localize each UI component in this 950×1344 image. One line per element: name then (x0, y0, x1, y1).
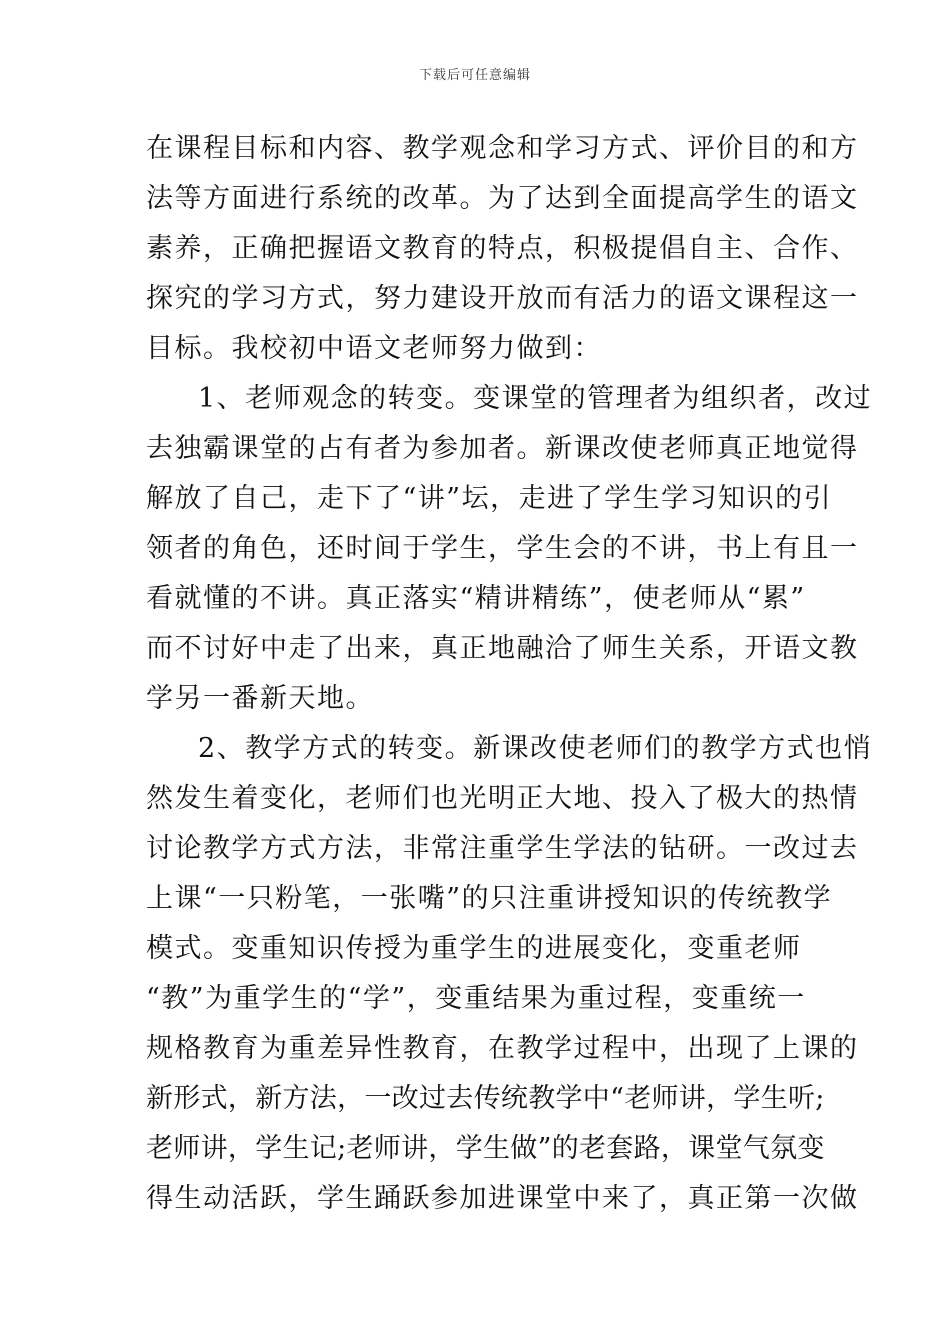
text-line: 然发生着变化，老师们也光明正大地、投入了极大的热情 (146, 783, 859, 814)
text-line: 在课程目标和内容、教学观念和学习方式、评价目的和方 (146, 133, 859, 164)
text-line: 看就懂的不讲。真正落实“精讲精练”，使老师从“累” (146, 583, 806, 614)
text-line: 领者的角色，还时间于学生，学生会的不讲，书上有且一 (146, 533, 859, 564)
document-body (146, 124, 873, 1224)
text-line: 素养，正确把握语文教育的特点，积极提倡自主、合作、 (146, 233, 859, 264)
text-line: 得生动活跃，学生踊跃参加进课堂中来了，真正第一次做 (146, 1183, 859, 1214)
text-line: “教”为重学生的“学”，变重结果为重过程，变重统一 (146, 983, 806, 1014)
text-line: 去独霸课堂的占有者为参加者。新课改使老师真正地觉得 (146, 433, 859, 464)
text-line: 法等方面进行系统的改革。为了达到全面提高学生的语文 (146, 183, 859, 214)
text-line: 上课“一只粉笔，一张嘴”的只注重讲授知识的传统教学 (146, 883, 833, 914)
text-line: 讨论教学方式方法，非常注重学生学法的钻研。一改过去 (146, 833, 859, 864)
page-header-note: 下载后可任意编辑 (418, 68, 531, 83)
paragraph-start-line: 2、教学方式的转变。新课改使老师们的教学方式也悄 (198, 733, 873, 764)
text-line: 而不讨好中走了出来，真正地融洽了师生关系，开语文教 (146, 633, 859, 664)
text-line: 解放了自己，走下了“讲”坛，走进了学生学习知识的引 (146, 483, 833, 514)
text-line: 目标。我校初中语文老师努力做到： (146, 333, 602, 364)
text-line: 老师讲，学生记;老师讲，学生做”的老套路，课堂气氛变 (146, 1133, 825, 1164)
paragraph-start-line: 1、老师观念的转变。变课堂的管理者为组织者，改过 (198, 383, 873, 414)
text-line: 探究的学习方式，努力建设开放而有活力的语文课程这一 (146, 283, 859, 314)
text-line: 学另一番新天地。 (146, 683, 374, 714)
text-line: 新形式，新方法，一改过去传统教学中“老师讲，学生听; (146, 1083, 825, 1114)
text-line: 规格教育为重差异性教育，在教学过程中，出现了上课的 (146, 1033, 859, 1064)
text-line: 模式。变重知识传授为重学生的进展变化，变重老师 (146, 933, 802, 964)
